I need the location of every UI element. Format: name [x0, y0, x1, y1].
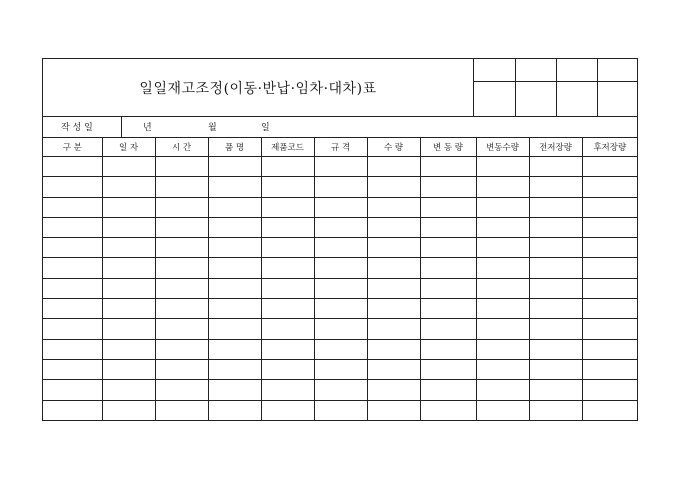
table-cell[interactable] — [155, 380, 208, 400]
table-cell[interactable] — [476, 177, 529, 197]
table-header-row — [43, 137, 637, 157]
table-cell[interactable] — [43, 339, 102, 359]
table-cell[interactable] — [420, 319, 476, 339]
column-header: 제품코드 — [261, 137, 314, 157]
table-cell[interactable] — [43, 258, 102, 278]
table-cell[interactable] — [155, 400, 208, 420]
table-cell[interactable] — [420, 258, 476, 278]
table-cell[interactable] — [314, 339, 367, 359]
table-row — [43, 177, 637, 197]
table-cell[interactable] — [155, 177, 208, 197]
table-cell[interactable] — [102, 238, 155, 258]
table-cell[interactable] — [261, 258, 314, 278]
inventory-adjustment-form — [42, 58, 638, 421]
table-cell[interactable] — [529, 339, 582, 359]
table-cell[interactable] — [476, 359, 529, 379]
table-cell[interactable] — [102, 217, 155, 237]
table-cell[interactable] — [529, 380, 582, 400]
table-cell[interactable] — [367, 380, 420, 400]
table-cell[interactable] — [208, 359, 261, 379]
table-row — [43, 258, 637, 278]
column-header: 일 자 — [102, 137, 155, 157]
table-cell[interactable] — [529, 359, 582, 379]
table-cell[interactable] — [43, 359, 102, 379]
table-cell[interactable] — [582, 278, 637, 298]
table-cell[interactable] — [261, 319, 314, 339]
table-cell[interactable] — [261, 217, 314, 237]
table-cell[interactable] — [155, 339, 208, 359]
table-cell[interactable] — [420, 197, 476, 217]
table-cell[interactable] — [314, 278, 367, 298]
column-header: 후저장량 — [582, 137, 637, 157]
table-cell[interactable] — [261, 197, 314, 217]
meta-row — [43, 116, 637, 138]
table-cell[interactable] — [102, 359, 155, 379]
table-cell[interactable] — [102, 177, 155, 197]
table-body — [43, 157, 637, 420]
table-cell[interactable] — [43, 238, 102, 258]
table-cell[interactable] — [582, 359, 637, 379]
table-cell[interactable] — [314, 217, 367, 237]
table-row — [43, 299, 637, 319]
table-cell[interactable] — [420, 217, 476, 237]
table-cell[interactable] — [582, 197, 637, 217]
table-cell[interactable] — [367, 400, 420, 420]
table-cell[interactable] — [476, 299, 529, 319]
title-row — [43, 59, 637, 117]
table-cell[interactable] — [261, 359, 314, 379]
table-cell[interactable] — [529, 197, 582, 217]
table-cell[interactable] — [314, 177, 367, 197]
table-cell[interactable] — [529, 217, 582, 237]
table-cell[interactable] — [43, 299, 102, 319]
table-cell[interactable] — [529, 278, 582, 298]
table-cell[interactable] — [367, 238, 420, 258]
table-cell[interactable] — [476, 380, 529, 400]
table-row — [43, 380, 637, 400]
table-cell[interactable] — [102, 400, 155, 420]
table-cell[interactable] — [208, 217, 261, 237]
table-cell[interactable] — [261, 278, 314, 298]
table-cell[interactable] — [43, 380, 102, 400]
table-cell[interactable] — [476, 278, 529, 298]
table-cell[interactable] — [102, 258, 155, 278]
table-cell[interactable] — [476, 339, 529, 359]
approval-box — [473, 59, 637, 116]
table-cell[interactable] — [582, 177, 637, 197]
table-cell[interactable] — [582, 238, 637, 258]
table-cell[interactable] — [261, 339, 314, 359]
table-cell[interactable] — [367, 339, 420, 359]
table-cell[interactable] — [420, 339, 476, 359]
table-cell[interactable] — [367, 197, 420, 217]
year-label: 년 — [143, 123, 152, 133]
table-cell[interactable] — [43, 157, 102, 177]
table-cell[interactable] — [476, 400, 529, 420]
table-cell[interactable] — [208, 177, 261, 197]
table-cell[interactable] — [43, 319, 102, 339]
table-cell[interactable] — [420, 299, 476, 319]
table-cell[interactable] — [476, 258, 529, 278]
table-cell[interactable] — [420, 238, 476, 258]
table-cell[interactable] — [420, 157, 476, 177]
table-cell[interactable] — [314, 380, 367, 400]
table-cell[interactable] — [155, 359, 208, 379]
table-cell[interactable] — [261, 299, 314, 319]
column-header: 변동수량 — [476, 137, 529, 157]
table-cell[interactable] — [367, 217, 420, 237]
column-header: 구 분 — [43, 137, 102, 157]
form-title: 일일재고조정(이동·반납·임차·대차)표 — [139, 80, 377, 97]
table-cell[interactable] — [529, 400, 582, 420]
table-cell[interactable] — [261, 157, 314, 177]
table-cell[interactable] — [420, 278, 476, 298]
table-cell[interactable] — [102, 339, 155, 359]
table-cell[interactable] — [367, 319, 420, 339]
table-cell[interactable] — [102, 299, 155, 319]
column-header: 수 량 — [367, 137, 420, 157]
table-cell[interactable] — [102, 278, 155, 298]
table-cell[interactable] — [208, 299, 261, 319]
table-cell[interactable] — [314, 299, 367, 319]
table-cell[interactable] — [476, 217, 529, 237]
table-cell[interactable] — [261, 380, 314, 400]
table-cell[interactable] — [155, 278, 208, 298]
column-header: 전저장량 — [529, 137, 582, 157]
table-cell[interactable] — [582, 380, 637, 400]
table-cell[interactable] — [476, 319, 529, 339]
table-cell[interactable] — [208, 380, 261, 400]
table-cell[interactable] — [314, 359, 367, 379]
column-header: 시 간 — [155, 137, 208, 157]
table-row — [43, 400, 637, 420]
table-cell[interactable] — [420, 380, 476, 400]
table-cell[interactable] — [367, 177, 420, 197]
table-row — [43, 319, 637, 339]
table-cell[interactable] — [529, 177, 582, 197]
table-cell[interactable] — [529, 258, 582, 278]
table-cell[interactable] — [582, 217, 637, 237]
table-cell[interactable] — [582, 157, 637, 177]
table-cell[interactable] — [582, 319, 637, 339]
table-cell[interactable] — [261, 238, 314, 258]
table-cell[interactable] — [420, 400, 476, 420]
column-header: 규 격 — [314, 137, 367, 157]
table-cell[interactable] — [367, 299, 420, 319]
table-cell[interactable] — [314, 319, 367, 339]
table-cell[interactable] — [102, 197, 155, 217]
table-row — [43, 217, 637, 237]
table-cell[interactable] — [43, 278, 102, 298]
meta-divider — [121, 116, 122, 137]
table-cell[interactable] — [529, 299, 582, 319]
table-cell[interactable] — [43, 400, 102, 420]
table-cell[interactable] — [314, 258, 367, 278]
table-cell[interactable] — [43, 217, 102, 237]
table-row — [43, 238, 637, 258]
approval-cell — [474, 59, 516, 116]
approval-cell — [516, 59, 557, 116]
table-cell[interactable] — [102, 319, 155, 339]
table-cell[interactable] — [155, 197, 208, 217]
table-cell[interactable] — [208, 319, 261, 339]
table-cell[interactable] — [261, 400, 314, 420]
table-cell[interactable] — [102, 380, 155, 400]
table-cell[interactable] — [476, 197, 529, 217]
column-header: 품 명 — [208, 137, 261, 157]
table-cell[interactable] — [208, 197, 261, 217]
column-header: 변 동 량 — [420, 137, 476, 157]
table-row — [43, 197, 637, 217]
table-cell[interactable] — [155, 238, 208, 258]
table-cell[interactable] — [582, 299, 637, 319]
table-cell[interactable] — [582, 258, 637, 278]
table-cell[interactable] — [367, 157, 420, 177]
table-cell[interactable] — [314, 400, 367, 420]
day-label: 일 — [261, 123, 270, 133]
table-row — [43, 278, 637, 298]
table-cell[interactable] — [208, 278, 261, 298]
table-cell[interactable] — [261, 177, 314, 197]
table-cell[interactable] — [476, 157, 529, 177]
table-cell[interactable] — [582, 339, 637, 359]
table-cell[interactable] — [155, 319, 208, 339]
table-cell[interactable] — [314, 157, 367, 177]
table-cell[interactable] — [155, 258, 208, 278]
table-cell[interactable] — [367, 359, 420, 379]
adjustment-table — [43, 137, 637, 420]
month-label: 월 — [208, 123, 217, 133]
table-cell[interactable] — [208, 258, 261, 278]
table-cell[interactable] — [208, 400, 261, 420]
table-cell[interactable] — [208, 238, 261, 258]
table-cell[interactable] — [420, 359, 476, 379]
table-row — [43, 157, 637, 177]
table-cell[interactable] — [367, 258, 420, 278]
table-cell[interactable] — [367, 278, 420, 298]
table-cell[interactable] — [582, 400, 637, 420]
table-cell[interactable] — [529, 157, 582, 177]
table-cell[interactable] — [314, 197, 367, 217]
table-cell[interactable] — [314, 238, 367, 258]
approval-divider — [474, 81, 638, 82]
table-cell[interactable] — [529, 238, 582, 258]
date-written-label: 작 성 일 — [61, 123, 93, 133]
table-cell[interactable] — [43, 197, 102, 217]
table-cell[interactable] — [208, 339, 261, 359]
table-cell[interactable] — [476, 238, 529, 258]
table-cell[interactable] — [43, 177, 102, 197]
table-cell[interactable] — [529, 319, 582, 339]
table-cell[interactable] — [155, 157, 208, 177]
table-cell[interactable] — [155, 217, 208, 237]
approval-cell — [557, 59, 598, 116]
table-row — [43, 339, 637, 359]
table-row — [43, 359, 637, 379]
table-cell[interactable] — [155, 299, 208, 319]
table-cell[interactable] — [208, 157, 261, 177]
table-cell[interactable] — [420, 177, 476, 197]
table-cell[interactable] — [102, 157, 155, 177]
